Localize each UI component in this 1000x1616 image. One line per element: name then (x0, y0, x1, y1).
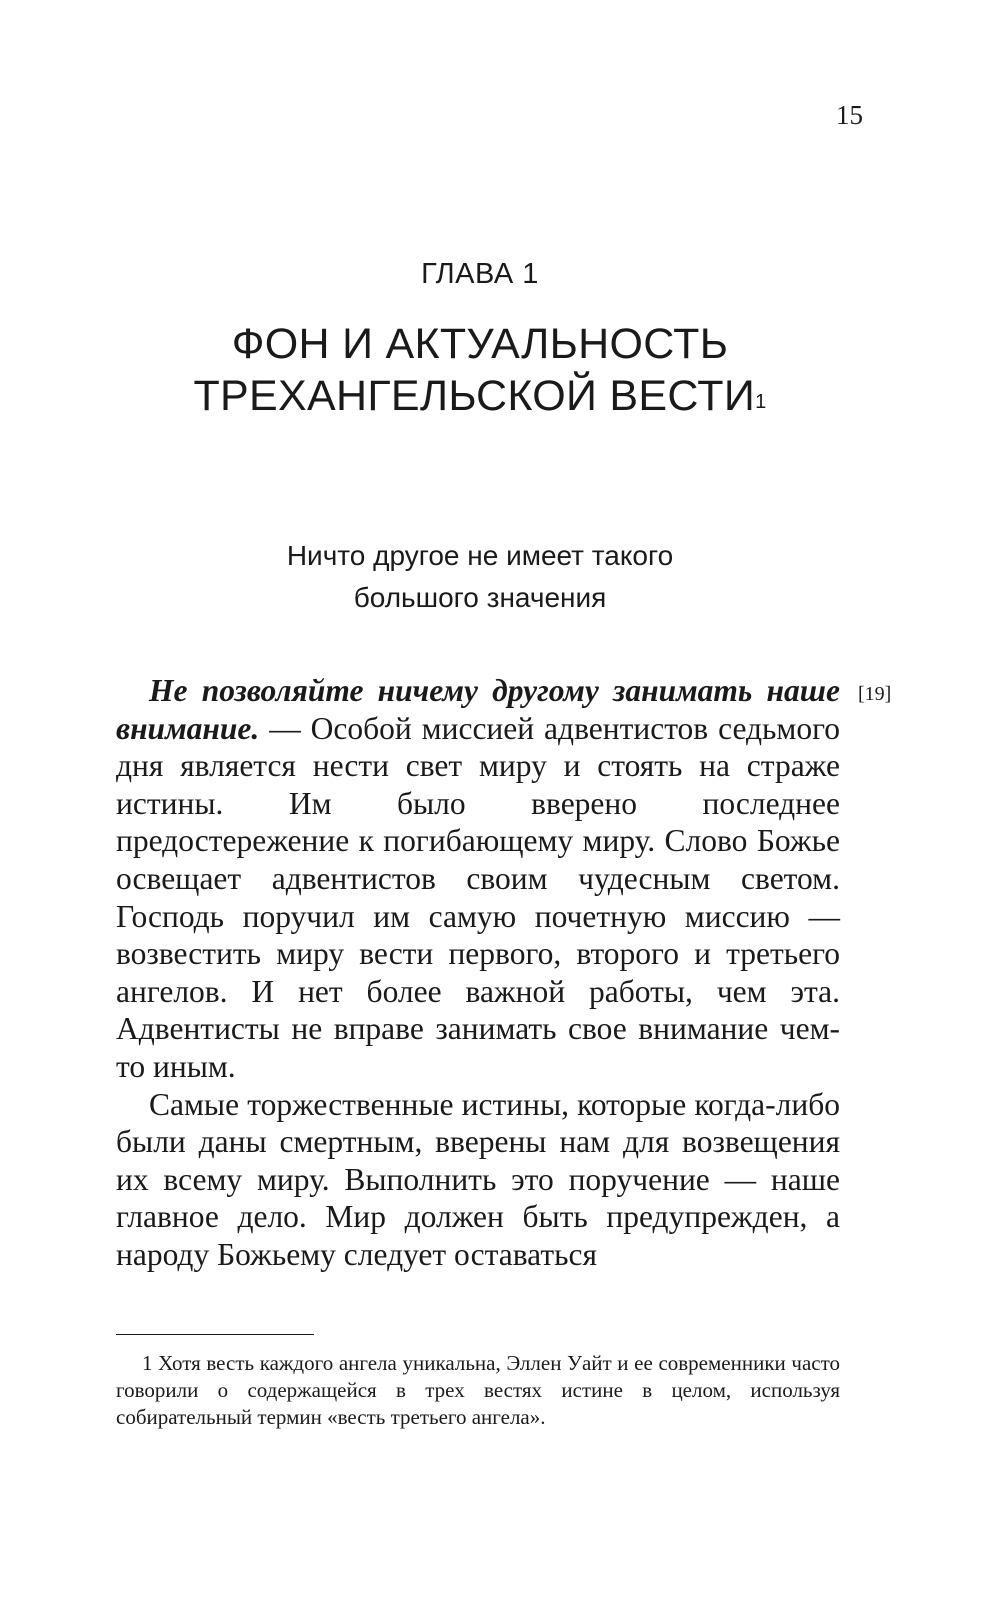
paragraph-1-text: — Особой миссией адвентистов седьмого дня является нести свет миру и стоять на страже истины. Им было вверено последнее предостережение к погибающему миру. Слово Божье освещает адвентистов своим чудесным светом. Господь поручил им самую почетную миссию — возвестить миру вести первого, второго и третьего ангелов. И нет более важной работы, чем эта. Адвентисты не вправе занимать свое внимание чем-то иным. (116, 710, 840, 1084)
margin-page-reference: [19] (858, 683, 892, 705)
footnote: 1 Хотя весть каждого ангела уникальна, Эллен Уайт и ее современники часто говорили о содержащейся в трех вестях истине в целом, используя собирательный термин «весть третьего ангела». (116, 1351, 840, 1429)
chapter-title (0, 318, 960, 422)
chapter-title-line-2 (0, 370, 960, 422)
page-number: 15 (836, 100, 863, 130)
chapter-title-line-1: ФОН И АКТУАЛЬНОСТЬ (231, 320, 729, 368)
section-subheading (0, 535, 960, 619)
title-footnote-mark: 1 (755, 391, 767, 413)
body-text (116, 672, 840, 1274)
paragraph-1-lead: Не позволяйте ничему другому занимать наше внимание. (116, 673, 840, 746)
chapter-title-line-2-text: ТРЕХАНГЕЛЬСКОЙ ВЕСТИ (193, 372, 756, 420)
chapter-label: ГЛАВА 1 (421, 258, 539, 290)
subheading-line-2: большого значения (353, 582, 607, 613)
paragraph-1 (116, 672, 840, 1086)
paragraph-2: Самые торжественные истины, которые когда-либо были даны смертным, вверены нам для возвещения их всему миру. Выполнить это поручение — наше главное дело. Мир должен быть предупрежден, а народу Божьему следует оставаться (116, 1086, 840, 1272)
subheading-line-1: Ничто другое не имеет такого (286, 540, 674, 571)
footnote-separator (116, 1334, 314, 1335)
